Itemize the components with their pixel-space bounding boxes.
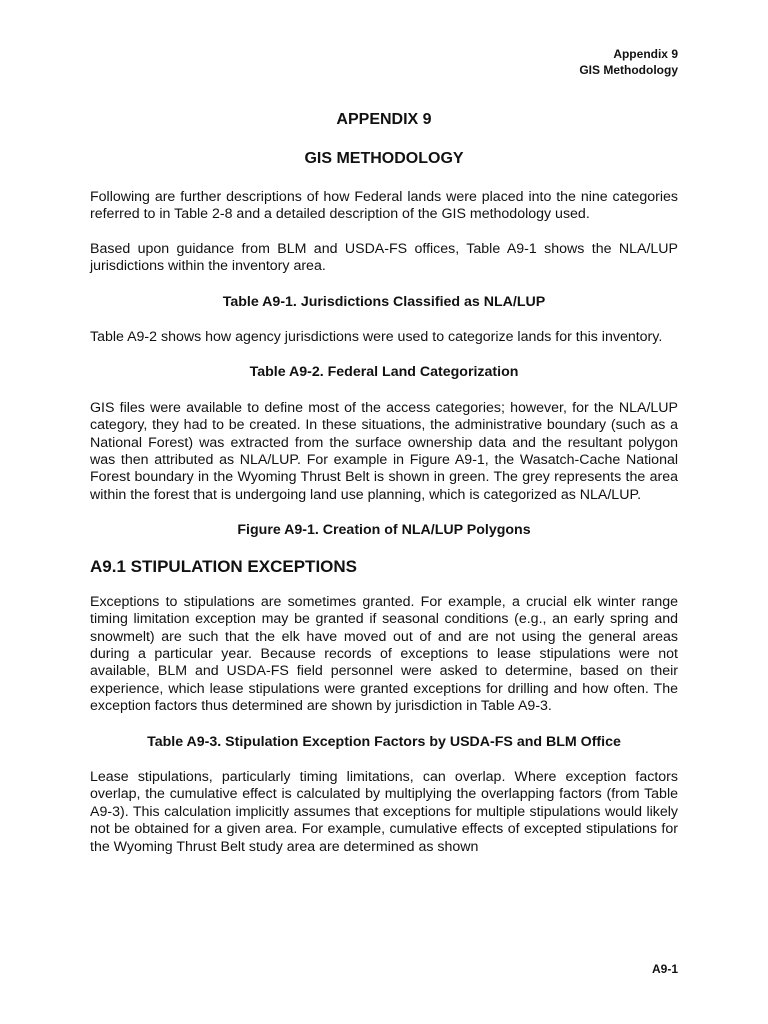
paragraph-table-a9-2-intro: Table A9-2 shows how agency jurisdictions were used to categorize lands for this inventory. bbox=[90, 329, 663, 346]
paragraph-gis-files: GIS files were available to define most of the access categories; however, for the NLA/LUP category, they had to be created. In these situations, the administrative boundary (such as a National Forest) was extracted from the surface ownership data and the resultant polygon was then attributed as NLA/LUP. For example in Figure A9-1, the Wasatch-Cache National Forest boundary in the Wyoming Thrust Belt is shown in green. The grey represents the area within the forest that is undergoing land use planning, which is categorized as NLA/LUP. bbox=[90, 399, 678, 503]
section-heading: A9.1 STIPULATION EXCEPTIONS bbox=[90, 556, 358, 576]
paragraph-intro: Following are further descriptions of how Federal lands were placed into the nine categories referred to in Table 2-8 and a detailed description of the GIS methodology used. bbox=[90, 189, 678, 223]
page-subtitle: GIS METHODOLOGY bbox=[304, 150, 464, 167]
paragraph-exceptions: Exceptions to stipulations are sometimes granted. For example, a crucial elk winter range timing limitation exception may be granted if seasonal conditions (e.g., an early spring and snowmelt) are such that the elk have moved out of and are not using the general areas during a particular year. Because records of exceptions to lease stipulations were not available, BLM and USDA-FS field personnel were asked to determine, based on their experience, which lease stipulations were granted exceptions for drilling and how often. The exception factors thus determined are shown by jurisdiction in Table A9-3. bbox=[90, 593, 678, 715]
header-appendix-label: Appendix 9 bbox=[613, 47, 678, 61]
header-section-label: GIS Methodology bbox=[579, 63, 678, 77]
caption-table-a9-2: Table A9-2. Federal Land Categorization bbox=[249, 364, 519, 381]
page-content bbox=[90, 110, 678, 856]
caption-table-a9-1: Table A9-1. Jurisdictions Classified as NLA/LUP bbox=[222, 293, 546, 310]
page-title: APPENDIX 9 bbox=[336, 111, 432, 128]
caption-figure-a9-1: Figure A9-1. Creation of NLA/LUP Polygons bbox=[237, 522, 531, 539]
paragraph-guidance: Based upon guidance from BLM and USDA-FS offices, Table A9-1 shows the NLA/LUP jurisdictions within the inventory area. bbox=[90, 240, 678, 275]
running-header bbox=[579, 46, 678, 78]
paragraph-lease-stipulations: Lease stipulations, particularly timing limitations, can overlap. Where exception factors overlap, the cumulative effect is calculated by multiplying the overlapping factors (from Table A9-3). This calculation implicitly assumes that exceptions for multiple stipulations would likely not be obtained for a given area. For example, cumulative effects of excepted stipulations for the Wyoming Thrust Belt study area are determined as shown bbox=[90, 768, 678, 855]
page-number: A9-1 bbox=[651, 962, 678, 976]
caption-table-a9-3: Table A9-3. Stipulation Exception Factors by USDA-FS and BLM Office bbox=[147, 733, 621, 750]
